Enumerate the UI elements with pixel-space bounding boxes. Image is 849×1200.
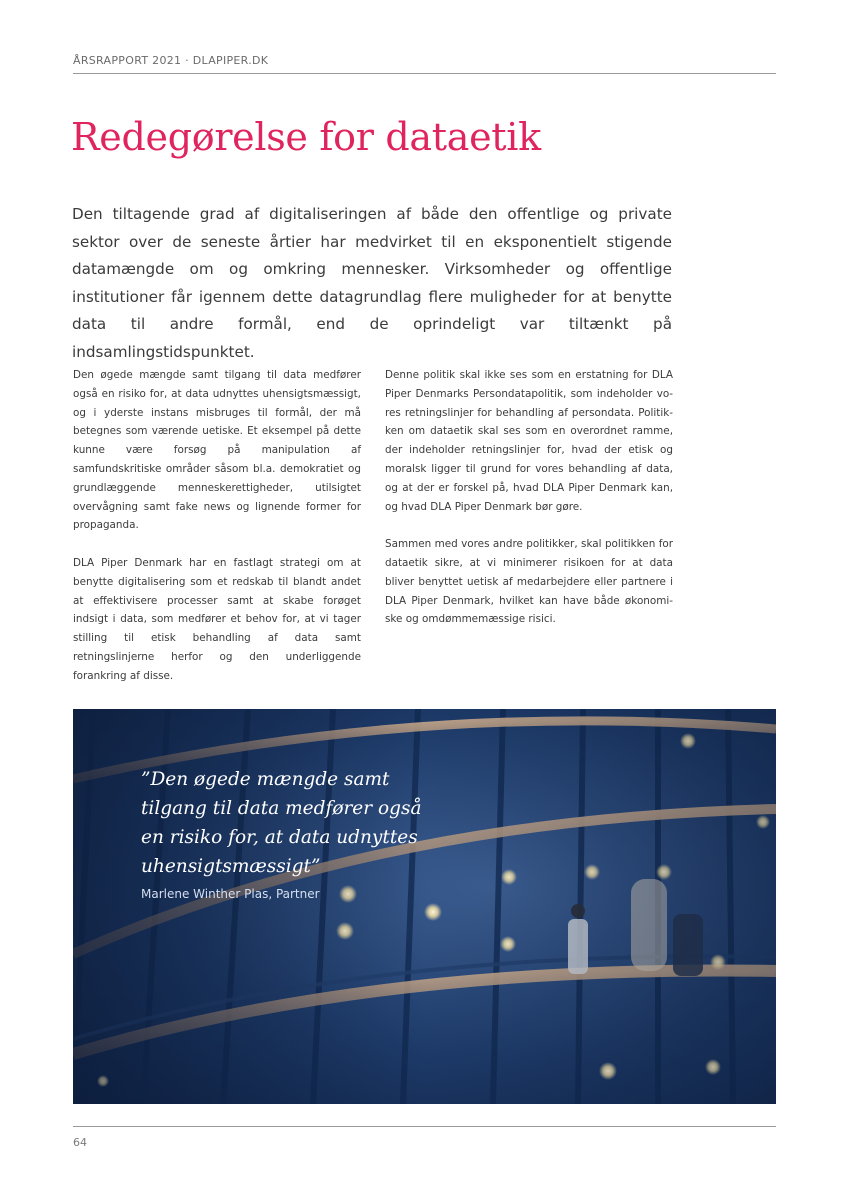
office-building-photo [73,709,776,1104]
header-divider [73,73,776,74]
body-paragraph: DLA Piper Denmark har en fastlagt strategi om at benytte digitalisering som et redskab til blandt andet at effektivisere processer samt at skabe forøget indsigt i data, som medfører et behov for, at vi tager stilling til etisk behandling af data samt retningslinjerne herfor og den underliggende forankring af disse. [73,556,361,682]
body-paragraph: Den øgede mængde samt tilgang til data medfører også en risiko for, at data udnyttes uhensigtsmæssigt, og i yderste instans misbruges til formål, der må betegnes som værende uetiske. Et eksempel på dette kunne være forsøg på manipulation af samfundskritiske områder såsom bl.a. demokratiet og grundlæggende menneskerettigheder, utilsigtet overvågning samt fake news og lignende former for propaganda. [73,369,361,532]
body-paragraph: Denne politik skal ikke ses som en erstatning for DLA Piper Denmarks Persondatapolitik, som indeholder vores retningslinjer for behandling af persondata. Politikken om dataetik skal ses som en overordnet ramme, der indeholder retningslinjer for, hvad der etisk og moralsk ligger til grund for vores behandling af data, og at der er forskel på, hvad DLA Piper Denmark kan, og hvad DLA Piper Denmark bør gøre. [385,369,673,513]
quote-attribution: Marlene Winther Plas, Partner [141,887,320,901]
lead-paragraph: Den tiltagende grad af digitaliseringen af både den offentlige og private sektor over de seneste årtier har medvirket til en eksponentielt stigende datamængde om og omkring mennesker. Virksomheder og offentlige institutioner får igennem dette datagrundlag flere muligheder for at benytte data til andre formål, end de oprindeligt var tiltænkt på indsamlingstidspunktet. [72,205,672,361]
footer-divider [73,1126,776,1127]
body-column-right [385,366,673,648]
pull-quote: ”Den øgede mængde samt tilgang til data medfører også en risiko for, at data udnyttes uhensigtsmæssigt” [141,769,422,877]
body-column-left [73,366,361,704]
page-number: 64 [73,1136,87,1149]
page-title: Redegørelse for dataetik [71,115,541,159]
running-header: ÅRSRAPPORT 2021 · DLAPIPER.DK [73,54,269,67]
body-paragraph: Sammen med vores andre politikker, skal politikken for dataetik sikre, at vi minimerer risikoen for at data bliver benyttet uetisk af medarbejdere eller partnere i DLA Piper Denmark, hvilket kan have både økonomiske og omdømmemæssige risici. [385,538,673,626]
